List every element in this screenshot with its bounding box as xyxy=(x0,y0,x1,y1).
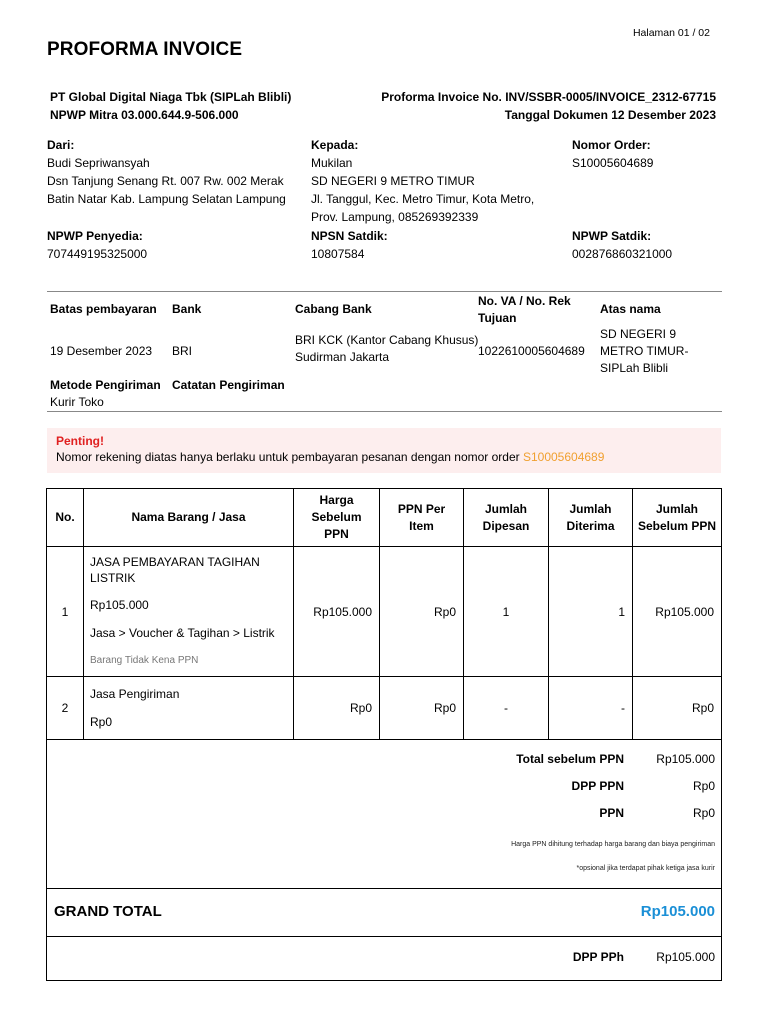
table-header-row xyxy=(47,489,722,547)
va-label-line1: No. VA / No. Rek xyxy=(478,294,571,308)
row-item xyxy=(84,677,294,740)
page-title: PROFORMA INVOICE xyxy=(47,39,243,60)
item-tax-note: Barang Tidak Kena PPN xyxy=(90,655,199,667)
bank-label: Bank xyxy=(172,302,202,316)
item-unit-price: Rp105.000 xyxy=(90,598,149,613)
va-value: 1022610005604689 xyxy=(478,344,585,358)
to-school: SD NEGERI 9 METRO TIMUR xyxy=(311,174,475,188)
npsn-block xyxy=(311,227,388,263)
col-received: Jumlah Diterima xyxy=(549,489,633,547)
row-qty: 1 xyxy=(464,547,549,677)
row-item xyxy=(84,547,294,677)
branch-label: Cabang Bank xyxy=(295,302,372,316)
va-label xyxy=(478,293,571,327)
notice-order-number: S10005604689 xyxy=(522,450,605,464)
order-label: Nomor Order: xyxy=(572,138,651,152)
order-block xyxy=(572,136,653,172)
from-name: Budi Sepriwansyah xyxy=(47,156,150,170)
bank-value: BRI xyxy=(172,344,193,358)
to-address-line1: Jl. Tanggul, Kec. Metro Timur, Kota Metro, xyxy=(311,192,535,206)
branch-value xyxy=(295,332,478,366)
from-label: Dari: xyxy=(47,138,75,152)
npwp-penyedia-block xyxy=(47,227,147,263)
row-no: 2 xyxy=(47,677,84,740)
col-ppn: PPN Per Item xyxy=(380,489,464,547)
row-ppn: Rp0 xyxy=(380,677,464,740)
notice-title: Penting! xyxy=(56,434,104,448)
divider xyxy=(47,291,722,292)
order-number: S10005604689 xyxy=(572,156,654,170)
va-label-line2: Tujuan xyxy=(478,311,517,325)
notice-message: Nomor rekening diatas hanya berlaku untuk pembayaran pesanan dengan nomor order xyxy=(56,450,523,464)
ppn-label: PPN xyxy=(599,806,624,820)
row-ppn: Rp0 xyxy=(380,547,464,677)
from-address-line1: Dsn Tanjung Senang Rt. 007 Rw. 002 Merak xyxy=(47,174,284,188)
invoice-header xyxy=(381,89,716,124)
page-number: Halaman 01 / 02 xyxy=(632,27,710,39)
dpp-pph-box xyxy=(46,936,722,981)
row-price: Rp0 xyxy=(294,677,380,740)
row-received: - xyxy=(549,677,633,740)
item-name: JASA PEMBAYARAN TAGIHAN LISTRIK xyxy=(90,555,260,585)
branch-value-line2: Sudirman Jakarta xyxy=(295,350,390,364)
from-address-line2: Batin Natar Kab. Lampung Selatan Lampung xyxy=(47,192,286,206)
invoice-number: Proforma Invoice No. INV/SSBR-0005/INVOICE_2312-67715 xyxy=(381,90,716,104)
item-name: Jasa Pengiriman xyxy=(90,687,180,701)
npwp-penyedia-label: NPWP Penyedia: xyxy=(47,229,143,243)
to-name: Mukilan xyxy=(311,156,353,170)
divider xyxy=(47,411,722,412)
dpp-ppn-value: Rp0 xyxy=(692,779,715,793)
npsn-value: 10807584 xyxy=(311,247,365,261)
document-date: Tanggal Dokumen 12 Desember 2023 xyxy=(504,107,716,122)
ppn-calculation-note: Harga PPN dihitung terhadap harga barang dan biaya pengiriman xyxy=(511,841,715,848)
col-total: Jumlah Sebelum PPN xyxy=(633,489,722,547)
table-row xyxy=(47,547,722,677)
row-no: 1 xyxy=(47,547,84,677)
shipping-method-label: Metode Pengiriman xyxy=(50,378,161,392)
to-address-line2: Prov. Lampung, 085269392339 xyxy=(311,210,479,224)
dpp-pph-label: DPP PPh xyxy=(572,950,624,964)
courier-note: *opsional jika terdapat pihak ketiga jasa kurir xyxy=(576,865,715,872)
col-name: Nama Barang / Jasa xyxy=(84,489,294,547)
table-row xyxy=(47,677,722,740)
important-notice xyxy=(47,428,721,473)
account-name-line2: METRO TIMUR- xyxy=(600,344,689,358)
col-qty: Jumlah Dipesan xyxy=(464,489,549,547)
row-received: 1 xyxy=(549,547,633,677)
row-qty: - xyxy=(464,677,549,740)
npsn-label: NPSN Satdik: xyxy=(311,229,388,243)
account-name-value xyxy=(600,326,688,377)
account-name-label: Atas nama xyxy=(600,302,661,316)
item-unit-price: Rp0 xyxy=(90,714,113,729)
total-before-ppn-value: Rp105.000 xyxy=(656,752,715,766)
account-name-line3: SIPLah Blibli xyxy=(600,361,669,375)
dpp-pph-value: Rp105.000 xyxy=(656,950,715,964)
branch-value-line1: BRI KCK (Kantor Cabang Khusus) xyxy=(295,333,479,347)
deadline-value: 19 Desember 2023 xyxy=(50,344,153,358)
from-block xyxy=(47,136,286,208)
seller-header xyxy=(50,89,291,124)
row-price: Rp105.000 xyxy=(294,547,380,677)
total-before-ppn-label: Total sebelum PPN xyxy=(516,752,624,766)
npwp-penyedia-value: 707449195325000 xyxy=(47,247,148,261)
to-label: Kepada: xyxy=(311,138,359,152)
shipping-method-value: Kurir Toko xyxy=(50,395,104,409)
grand-total-box xyxy=(46,888,722,937)
deadline-label: Batas pembayaran xyxy=(50,302,157,316)
col-no: No. xyxy=(47,489,84,547)
items-table xyxy=(46,488,722,740)
grand-total-label: GRAND TOTAL xyxy=(54,903,162,920)
npwp-satdik-block xyxy=(572,227,672,263)
ppn-value: Rp0 xyxy=(692,806,715,820)
notice-text xyxy=(56,449,721,466)
company-name: PT Global Digital Niaga Tbk (SIPLah Blibli) xyxy=(50,90,292,104)
npwp-mitra: NPWP Mitra 03.000.644.9-506.000 xyxy=(50,107,239,122)
summary-box xyxy=(46,739,722,889)
account-name-line1: SD NEGERI 9 xyxy=(600,327,677,341)
to-block xyxy=(311,136,534,226)
row-total: Rp0 xyxy=(633,677,722,740)
row-total: Rp105.000 xyxy=(633,547,722,677)
grand-total-value: Rp105.000 xyxy=(640,903,715,920)
col-price: Harga Sebelum PPN xyxy=(294,489,380,547)
dpp-ppn-label: DPP PPN xyxy=(571,779,624,793)
npwp-satdik-value: 002876860321000 xyxy=(572,247,673,261)
npwp-satdik-label: NPWP Satdik: xyxy=(572,229,652,243)
item-category: Jasa > Voucher & Tagihan > Listrik xyxy=(90,625,275,640)
shipping-note-label: Catatan Pengiriman xyxy=(172,378,285,392)
